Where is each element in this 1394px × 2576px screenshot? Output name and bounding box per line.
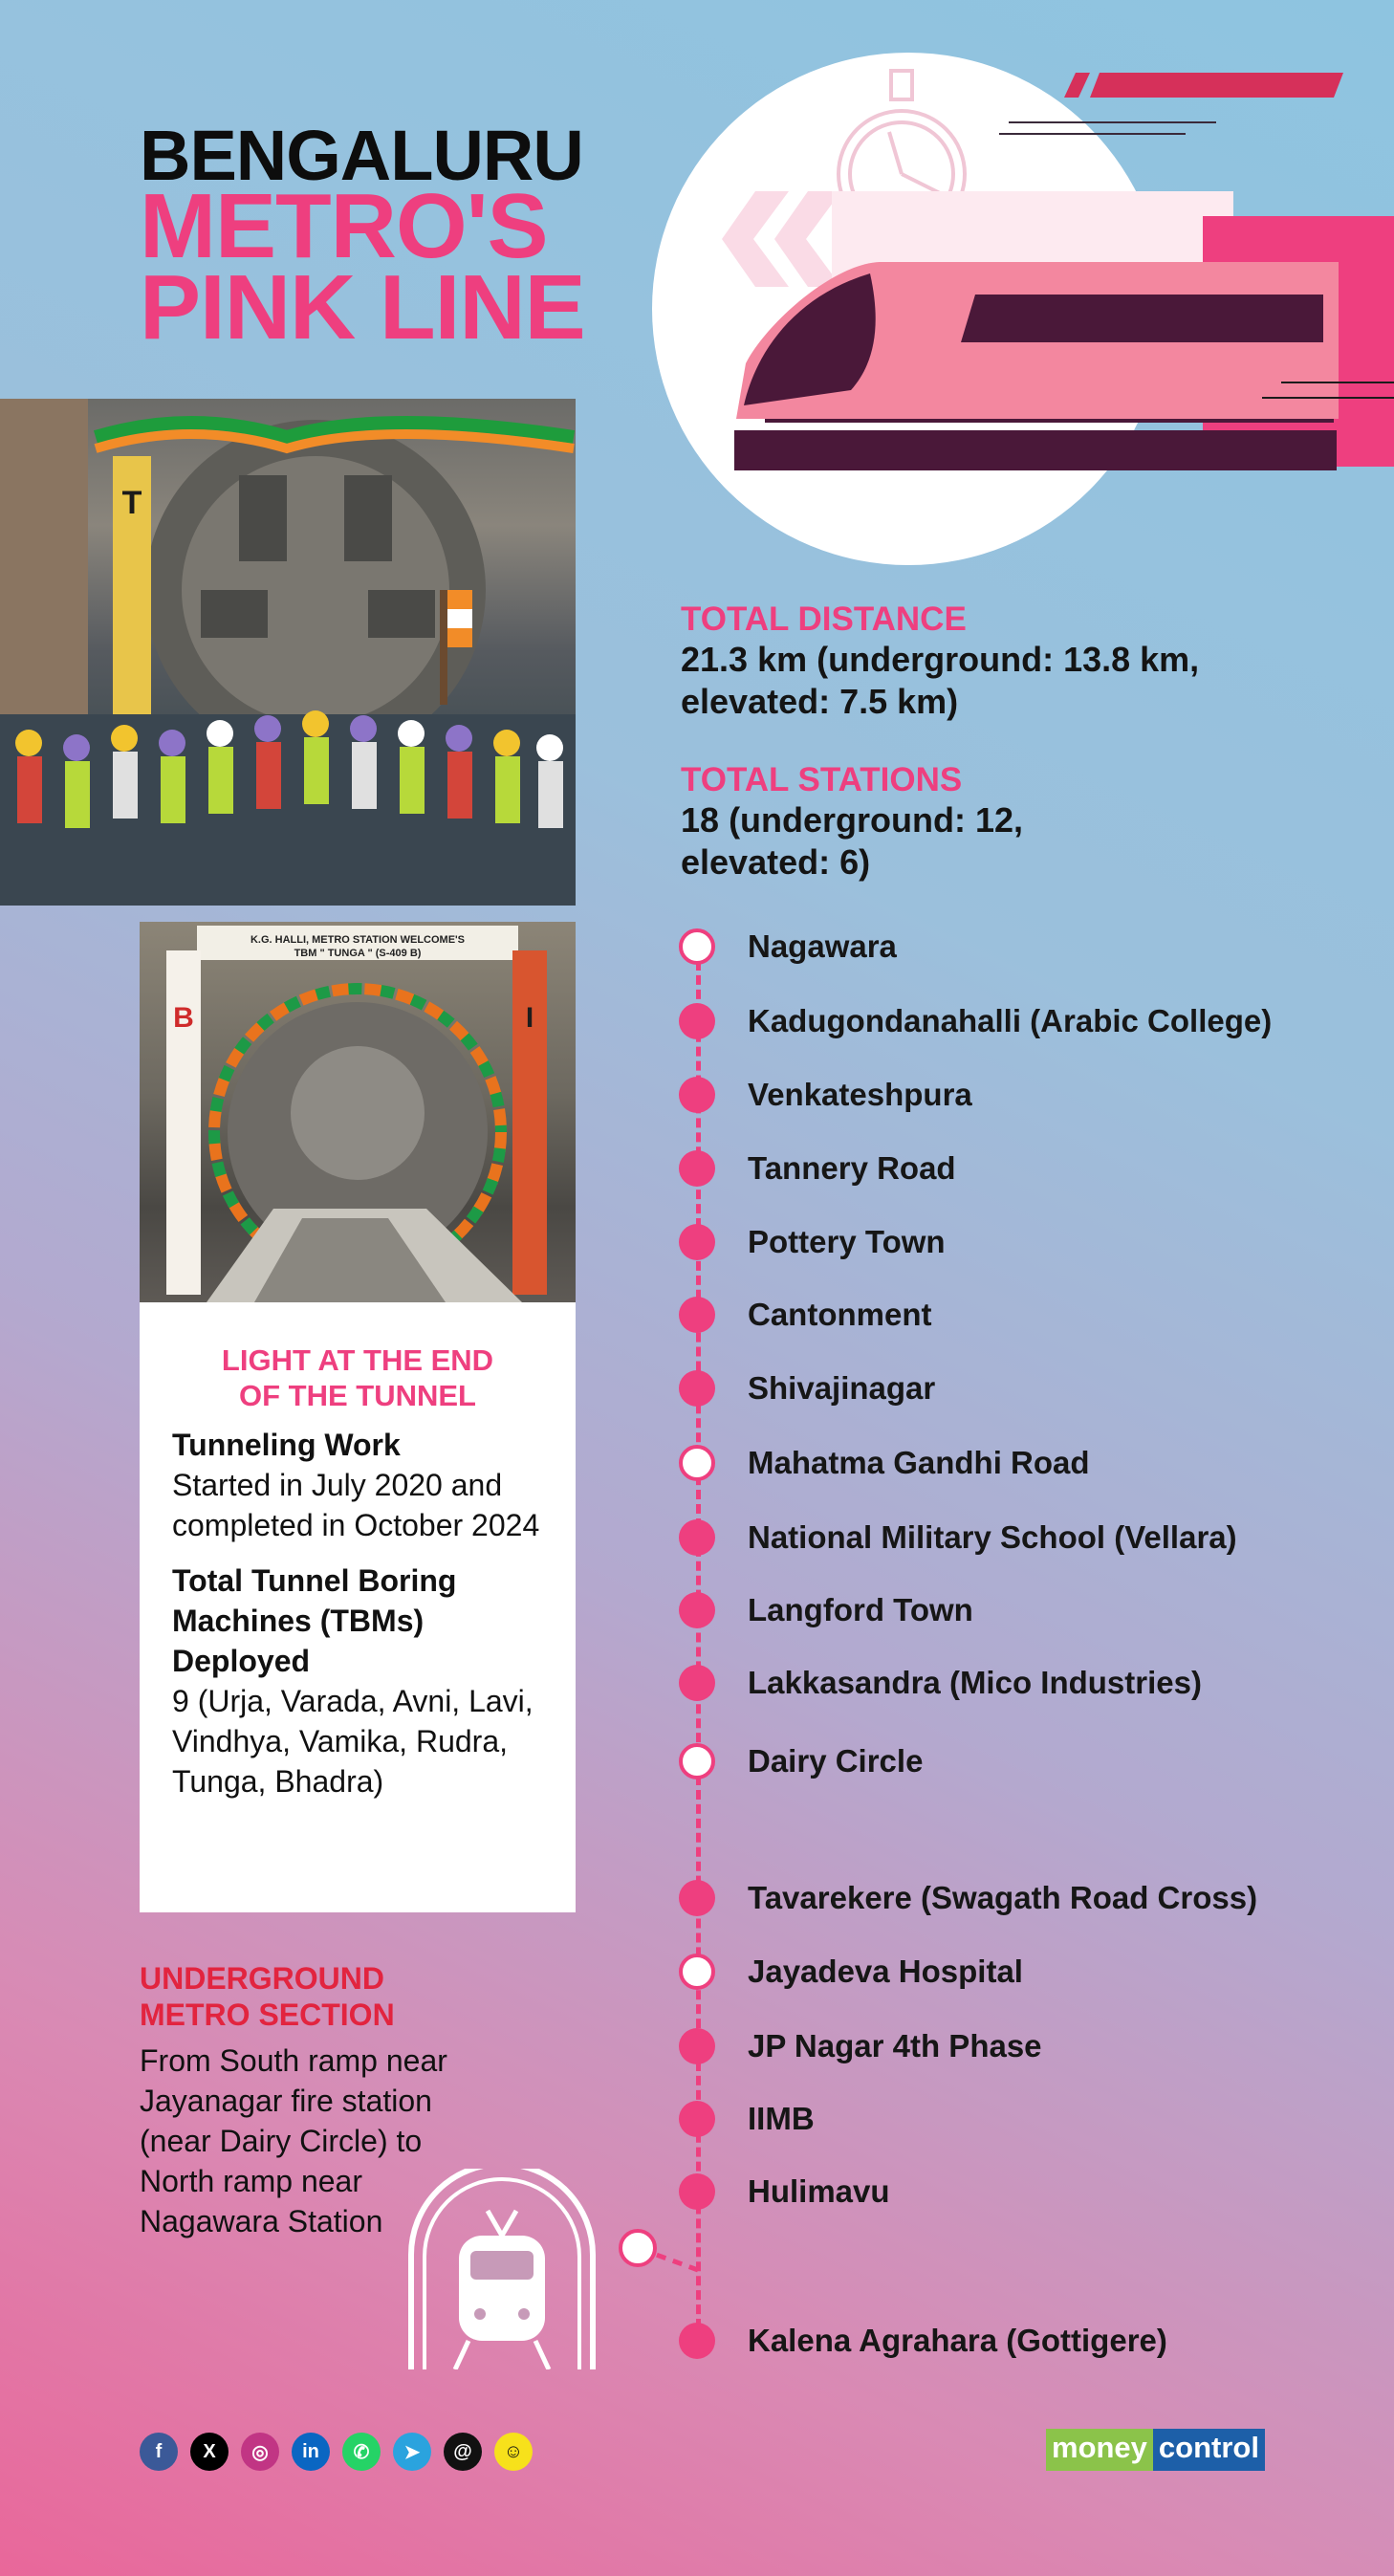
total-distance-block xyxy=(681,600,1293,723)
tunnel-facts-card xyxy=(140,1302,576,1912)
whatsapp-icon[interactable]: ✆ xyxy=(342,2433,381,2471)
station-dot xyxy=(679,2101,715,2137)
facebook-icon[interactable]: f xyxy=(140,2433,178,2471)
station-item xyxy=(679,2098,815,2140)
station-dot xyxy=(679,2173,715,2210)
tbm-breakthrough-photo xyxy=(0,399,576,906)
station-name: Cantonment xyxy=(748,1297,932,1332)
station-dot xyxy=(679,1743,715,1779)
x-icon[interactable]: X xyxy=(190,2433,229,2471)
total-distance-label: TOTAL DISTANCE xyxy=(681,600,967,638)
tbm-text: 9 (Urja, Varada, Avni, Lavi, Vindhya, Vamika, Rudra, Tunga, Bhadra) xyxy=(172,1684,534,1799)
tunnel-train-icon xyxy=(402,2169,602,2369)
station-item xyxy=(679,1877,1257,1919)
station-name: Mahatma Gandhi Road xyxy=(748,1445,1090,1480)
station-dot xyxy=(679,1150,715,1187)
photo2-banner-text: K.G. HALLI, METRO STATION WELCOME'S xyxy=(250,934,466,946)
total-stations-value: 18 xyxy=(681,800,720,840)
station-name: Tannery Road xyxy=(748,1150,956,1186)
metro-train-illustration xyxy=(631,38,1394,593)
station-dot xyxy=(679,1370,715,1407)
tbm-tunga-photo xyxy=(140,922,576,1302)
station-name: Venkateshpura xyxy=(748,1077,972,1112)
station-name: IIMB xyxy=(748,2101,815,2136)
station-dot xyxy=(679,1077,715,1113)
station-dot xyxy=(679,1297,715,1333)
station-item xyxy=(679,1442,1090,1484)
station-name: Kadugondanahalli (Arabic College) xyxy=(748,1003,1273,1038)
logo-part-1: money xyxy=(1046,2429,1153,2471)
station-item xyxy=(679,1951,1023,1993)
station-dot xyxy=(679,2028,715,2064)
station-dot xyxy=(679,1224,715,1260)
station-name: Langford Town xyxy=(748,1592,973,1627)
station-item xyxy=(679,2171,890,2213)
svg-text:TBM " TUNGA " (S-409 B): TBM " TUNGA " (S-409 B) xyxy=(294,948,422,959)
underground-text: From South ramp near Jayanagar fire station (near Dairy Circle) to North ramp near Nagawara Station xyxy=(140,2043,447,2238)
station-dot xyxy=(679,2323,715,2359)
station-item xyxy=(679,1589,973,1631)
station-name: Shivajinagar xyxy=(748,1370,936,1406)
total-distance-value: 21.3 km xyxy=(681,640,808,679)
depot-branch xyxy=(612,2228,708,2285)
station-name: National Military School (Vellara) xyxy=(748,1519,1237,1555)
tunnel-breakthrough-illustration xyxy=(140,922,576,1302)
station-name: Dairy Circle xyxy=(748,1743,924,1779)
snapchat-icon[interactable]: ☺ xyxy=(494,2433,533,2471)
station-dot xyxy=(679,1592,715,1628)
underground-heading: UNDERGROUND METRO SECTION xyxy=(140,1961,395,2032)
page-title xyxy=(140,116,585,359)
station-dot xyxy=(679,928,715,965)
station-item xyxy=(679,1367,935,1409)
photo2-right-sign: I xyxy=(525,1002,534,1034)
tbm-crowd-illustration xyxy=(0,399,576,906)
station-dot xyxy=(679,1519,715,1556)
station-dot xyxy=(679,1003,715,1039)
tbm-label: Total Tunnel Boring Machines (TBMs) Deployed xyxy=(172,1563,457,1678)
title-line-3: PINK LINE xyxy=(140,255,585,359)
station-item xyxy=(679,1221,946,1263)
station-item xyxy=(679,1294,932,1336)
tunnel-facts-body xyxy=(172,1425,555,1817)
station-name: Nagawara xyxy=(748,928,897,964)
title-line-1: BENGALURU xyxy=(140,116,583,195)
station-dot xyxy=(679,1665,715,1701)
station-item xyxy=(679,1147,956,1190)
station-dot xyxy=(679,1954,715,1990)
linkedin-icon[interactable]: in xyxy=(292,2433,330,2471)
station-item xyxy=(679,1740,923,1782)
station-name: JP Nagar 4th Phase xyxy=(748,2028,1042,2063)
total-stations-label: TOTAL STATIONS xyxy=(681,761,963,798)
station-name: Lakkasandra (Mico Industries) xyxy=(748,1665,1202,1700)
instagram-icon[interactable]: ◎ xyxy=(241,2433,279,2471)
tunnel-facts-heading: LIGHT AT THE END OF THE TUNNEL xyxy=(221,1343,494,1412)
station-name: Kalena Agrahara (Gottigere) xyxy=(748,2323,1167,2358)
social-links xyxy=(140,2433,533,2471)
logo-part-2: control xyxy=(1153,2429,1265,2471)
threads-icon[interactable]: @ xyxy=(444,2433,482,2471)
station-dot xyxy=(679,1880,715,1916)
station-name: Tavarekere (Swagath Road Cross) xyxy=(748,1880,1258,1915)
station-item xyxy=(679,2320,1167,2362)
tunneling-text: Started in July 2020 and completed in October 2024 xyxy=(172,1468,540,1542)
tunneling-label: Tunneling Work xyxy=(172,1428,401,1462)
total-stations-block xyxy=(681,761,1130,884)
station-item xyxy=(679,2025,1042,2067)
station-item xyxy=(679,1000,1272,1042)
station-item xyxy=(679,926,897,968)
telegram-icon[interactable]: ➤ xyxy=(393,2433,431,2471)
station-item xyxy=(679,1074,972,1116)
photo2-left-sign: B xyxy=(173,1002,194,1034)
tbm-sign-text: T xyxy=(121,485,142,521)
moneycontrol-logo[interactable] xyxy=(1046,2429,1265,2471)
station-item xyxy=(679,1662,1202,1704)
total-distance-detail: (underground: 13.8 km, elevated: 7.5 km) xyxy=(681,640,1200,721)
station-item xyxy=(679,1517,1237,1559)
title-line-2: METRO'S xyxy=(140,175,548,278)
total-stations-detail: (underground: 12, elevated: 6) xyxy=(681,800,1024,882)
station-name: Pottery Town xyxy=(748,1224,946,1259)
station-name: Jayadeva Hospital xyxy=(748,1954,1023,1989)
station-name: Hulimavu xyxy=(748,2173,890,2209)
station-dot xyxy=(679,1445,715,1481)
